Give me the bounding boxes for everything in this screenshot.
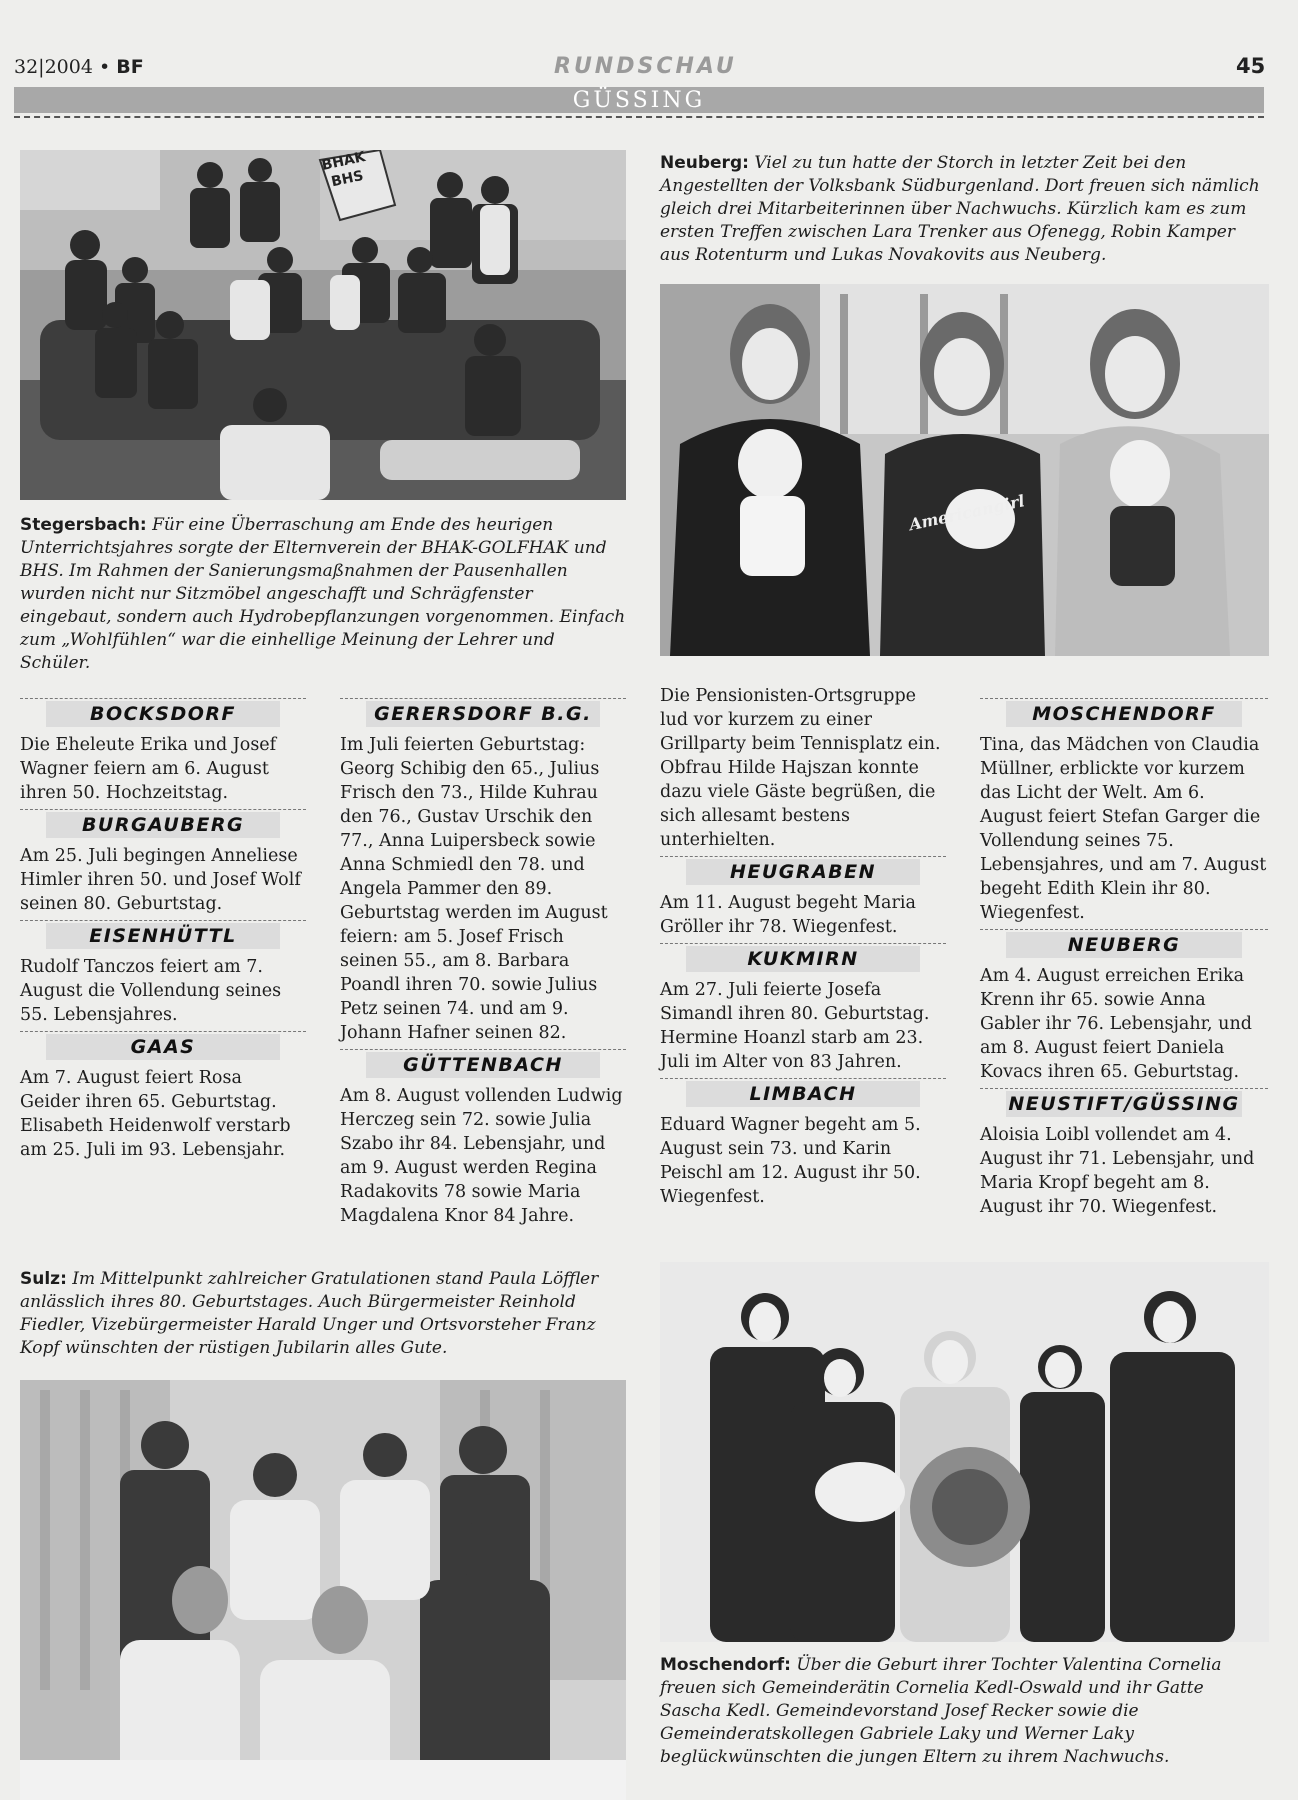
text-neuberg: Am 4. August erreichen Erika Krenn ihr 65. sowie Anna Gabler ihr 76. Lebensjahr, und am 8. August feiert Daniela Kovacs ihren 65. Geburtstag. [980,966,1252,1082]
text-bocksdorf: Die Eheleute Erika und Josef Wagner feiern am 6. August ihren 50. Hochzeitstag. [20,735,277,803]
text-kukmirn: Am 27. Juli feierte Josefa Simandl ihren 80. Geburtstag. Hermine Hoanzl starb am 23. Juli im Alter von 83 Jahren. [660,980,930,1072]
caption-neuberg: Neuberg: Viel zu tun hatte der Storch in letzter Zeit bei den Angestellten der Volksbank Südburgenland. Dort freuen sich nämlich gleich drei Mitarbeiterinnen über Nachwuchs. Kürzlich kam es zum ersten Treffen zwischen Lara Trenker aus Ofenegg, Robin Kamper aus Rotenturm und Lukas Novakovits aus Neuberg. [660,153,1260,265]
text-neustift: Aloisia Loibl vollendet am 4. August ihr 71. Lebensjahr, und Maria Kropf begeht am 8. August ihr 70. Wiegenfest. [980,1125,1255,1217]
heading-bocksdorf: BOCKSDORF [20,698,306,730]
heading-guettenbach: GÜTTENBACH [340,1049,626,1081]
text-moschendorf: Tina, das Mädchen von Claudia Müllner, erblickte vor kurzem das Licht der Welt. Am 6. August feiert Stefan Garger die Vollendung seines 75. Lebensjahres, und am 7. August begeht Edith Klein ihr 80. Wiegenfest. [980,735,1267,923]
column-1 [20,694,306,1164]
heading-gerersdorf: GERERSDORF B.G. [340,698,626,730]
heading-neuberg: NEUBERG [980,929,1268,961]
text-guettenbach: Am 8. August vollenden Ludwig Herczeg sein 72. sowie Julia Szabo ihr 84. Lebensjahr, und am 9. August werden Regina Radakovits 78 sowie Maria Magdalena Knor 84 Jahre. [340,1086,623,1226]
photo-neuberg-mothers [660,284,1269,656]
heading-moschendorf: MOSCHENDORF [980,698,1268,730]
text-gerersdorf: Im Juli feierten Geburtstag: Georg Schibig den 65., Julius Frisch den 73., Hilde Kuhrau den 76., Gustav Urschik den 77., Anna Luipersbeck sowie Anna Schmiedl den 78. und Angela Pammer den 89. Geburtstag werden im August feiern: am 5. Josef Frisch seinen 55., am 8. Barbara Poandl ihren 70. sowie Julius Petz seinen 74. und am 9. Johann Hafner seinen 82. [340,735,608,1043]
caption-sulz: Sulz: Im Mittelpunkt zahlreicher Gratulationen stand Paula Löffler anlässlich ihres 80. Geburtstages. Auch Bürgermeister Reinhold Fiedler, Vizebürgermeister Harald Unger und Ortsvorsteher Franz Kopf wünschten der rüstigen Jubilarin alles Gute. [20,1269,599,1358]
photo-moschendorf-family [660,1262,1269,1642]
photo-sulz-birthday [20,1380,626,1800]
banner-label: BHAK BHS [320,149,367,191]
region-title: GÜSSING [572,88,706,113]
column-2 [340,694,626,1230]
heading-burgauberg: BURGAUBERG [20,809,306,841]
text-eisenhuettl: Rudolf Tanczos feiert am 7. August die Vollendung seines 55. Lebensjahres. [20,957,282,1025]
text-burgauberg: Am 25. Juli begingen Anneliese Himler ihren 50. und Josef Wolf seinen 80. Geburtstag. [20,846,301,914]
shirt-print: Americangirl [907,491,1027,535]
text-gaas: Am 7. August feiert Rosa Geider ihren 65. Geburtstag. Elisabeth Heidenwolf verstarb am 25. Juli im 93. Lebensjahr. [20,1068,291,1160]
page-number: 45 [1236,54,1266,78]
column-4 [980,694,1268,1221]
heading-neustift: NEUSTIFT/GÜSSING [980,1088,1268,1120]
caption-moschendorf: Moschendorf: Über die Geburt ihrer Tochter Valentina Cornelia freuen sich Gemeinderätin Cornelia Kedl-Oswald und ihr Gatte Sascha Kedl. Gemeindevorstand Josef Recker sowie die Gemeinderatskollegen Gabriele Laky und Werner Laky beglückwünschten die jungen Eltern zu ihrem Nachwuchs. [660,1655,1222,1767]
heading-heugraben: HEUGRABEN [660,856,946,888]
heading-gaas: GAAS [20,1031,306,1063]
caption-stegersbach: Stegersbach: Für eine Überraschung am Ende des heurigen Unterrichtsjahres sorgte der Elternverein der BHAK-GOLFHAK und BHS. Im Rahmen der Sanierungsmaßnahmen der Pausenhallen wurden nicht nur Sitzmöbel angeschafft und Schrägfenster eingebaut, sondern auch Hydrobepflanzungen vorgenommen. Einfach zum „Wohlfühlen“ war die einhellige Meinung der Lehrer und Schüler. [20,515,626,673]
issue-number: 32|2004 • BF [14,56,144,78]
text-pensionisten: Die Pensionisten-Ortsgruppe lud vor kurzem zu einer Grillparty beim Tennisplatz ein. Obfrau Hilde Hajszan konnte dazu viele Gäste begrüßen, die sich allesamt bestens unterhielten. [660,686,941,850]
text-heugraben: Am 11. August begeht Maria Gröller ihr 78. Wiegenfest. [660,893,916,937]
heading-eisenhuettl: EISENHÜTTL [20,920,306,952]
heading-kukmirn: KUKMIRN [660,943,946,975]
region-banner [14,87,1264,113]
heading-limbach: LIMBACH [660,1078,946,1110]
section-title: RUNDSCHAU [554,54,737,79]
divider [14,116,1264,118]
text-limbach: Eduard Wagner begeht am 5. August sein 73. und Karin Peischl am 12. August ihr 50. Wiegenfest. [660,1115,921,1207]
column-3 [660,684,946,1211]
